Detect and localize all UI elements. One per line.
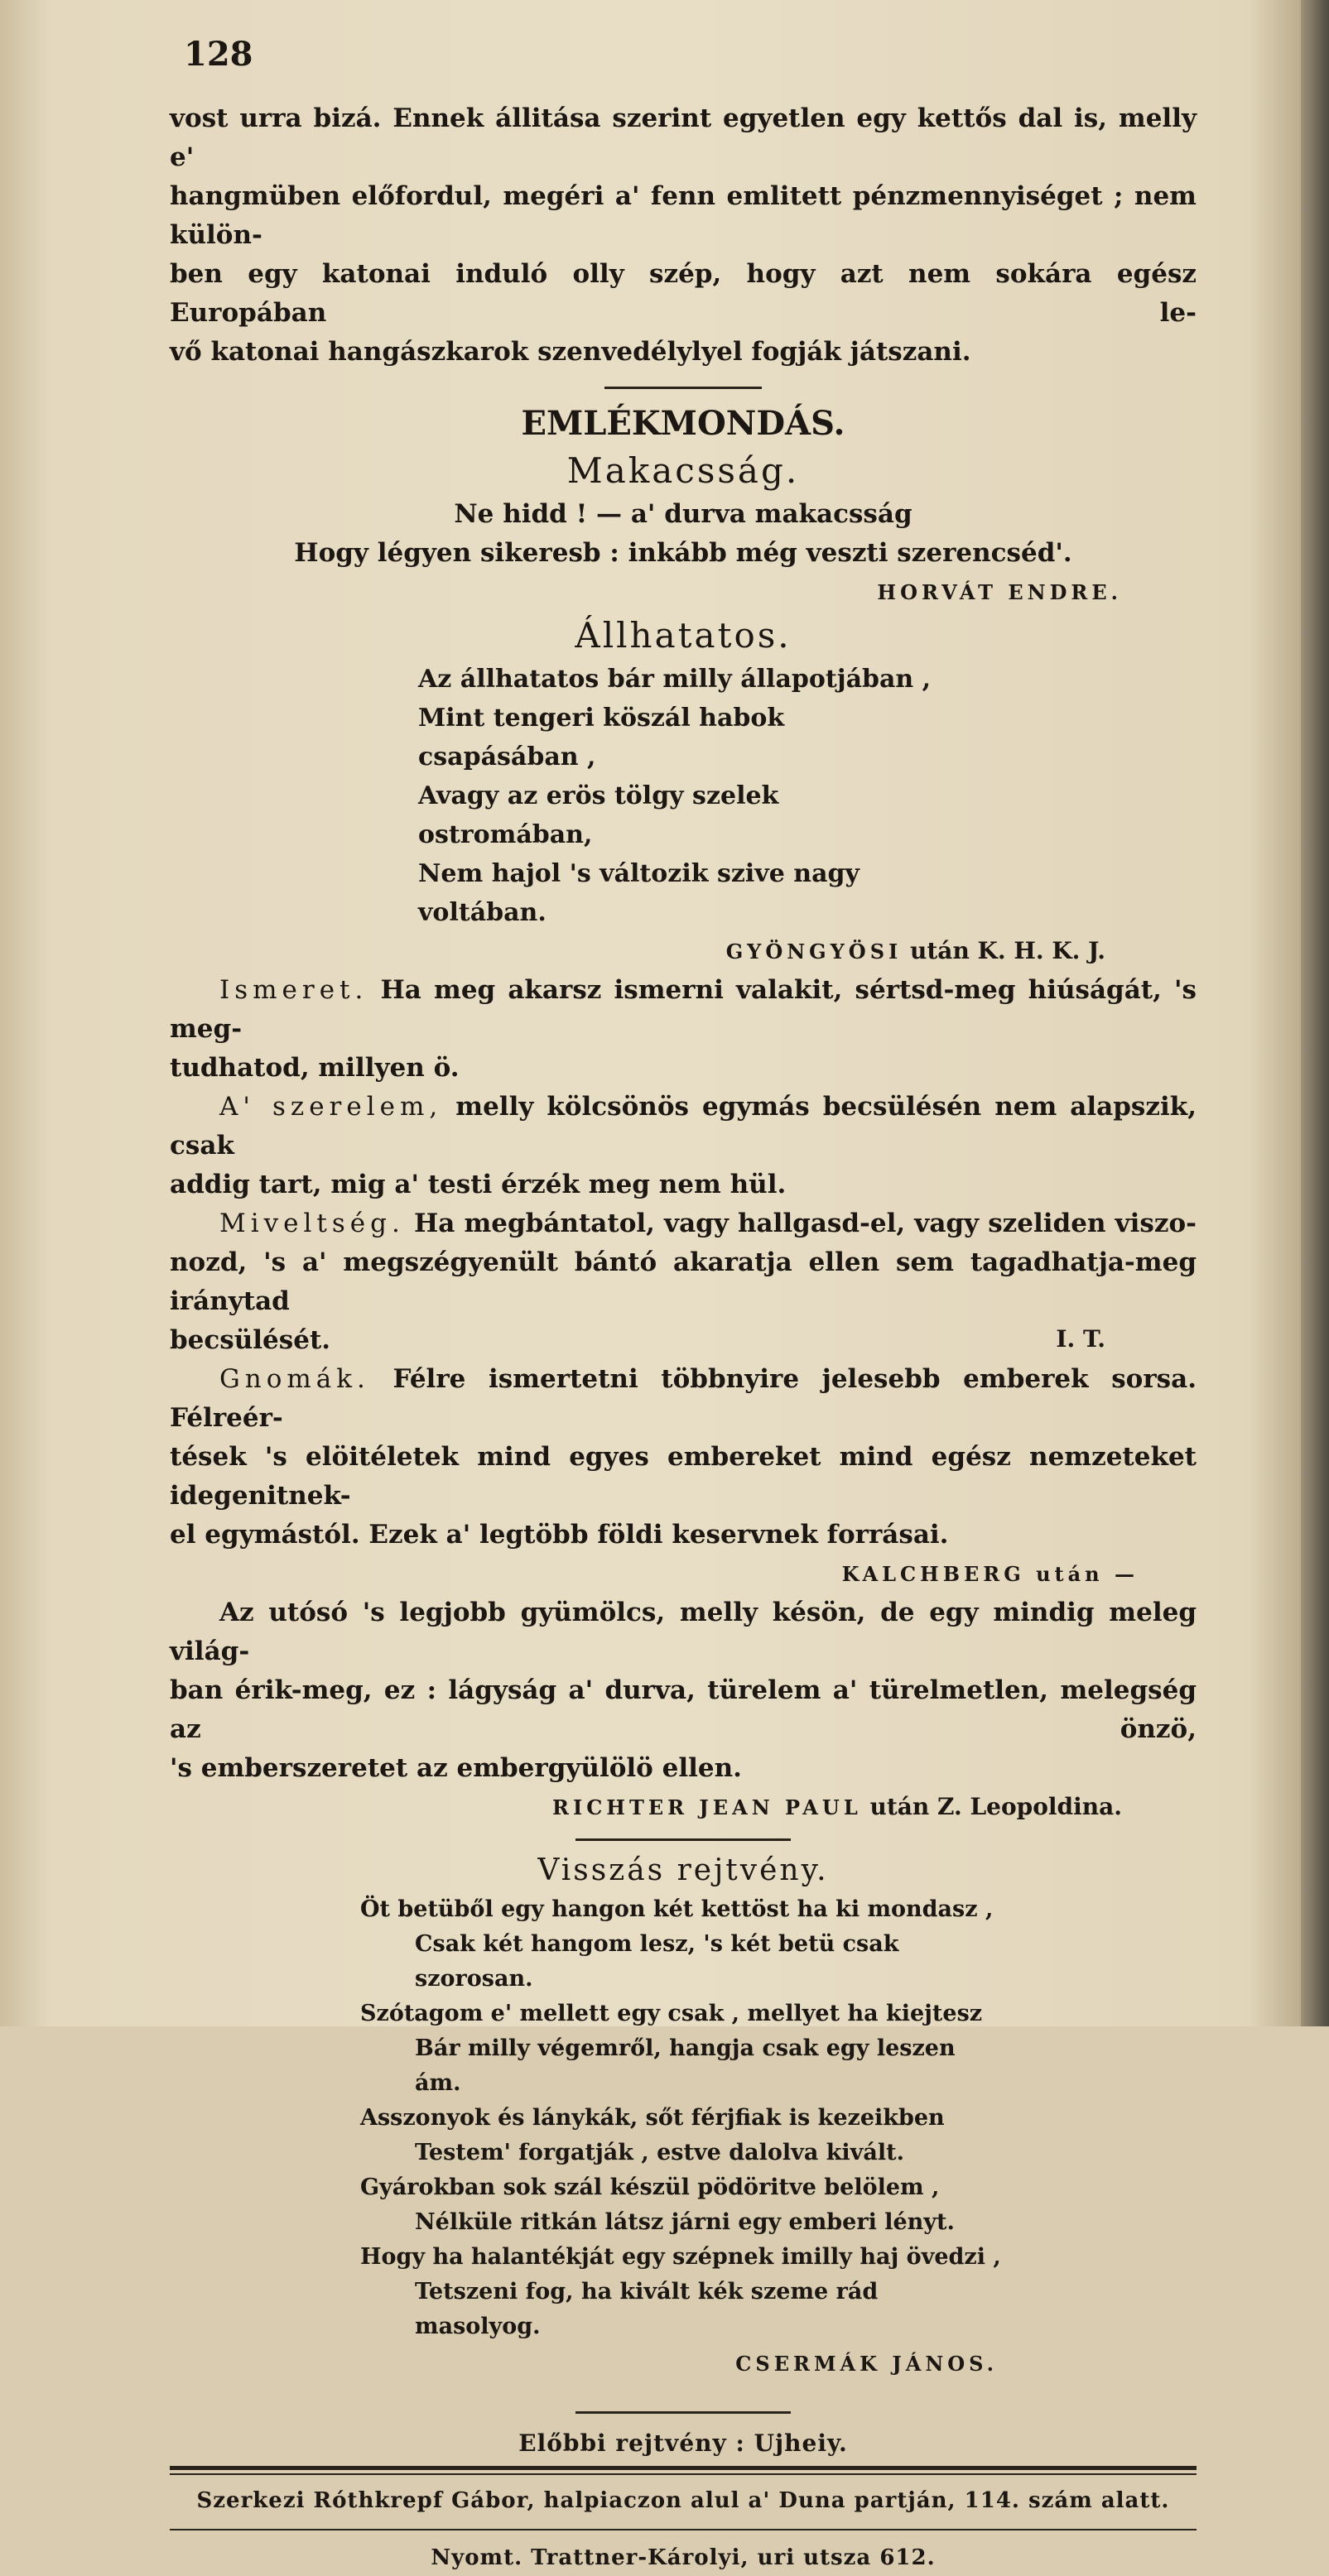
rejtveny-poem <box>360 1892 1006 2344</box>
poem-line: Gyárokban sok szál készül pödöritve belölem , <box>360 2175 940 2200</box>
miveltseg-line <box>170 1204 1197 1243</box>
poem-line: Testem' forgatják , estve dalolva kivált. <box>415 2140 904 2165</box>
allhatatos-title: Állhatatos. <box>575 615 792 656</box>
intro-line: vő katonai hangászkarok szenvedélylyel fogják játszani. <box>170 337 971 367</box>
gnomak-text: Félre ismertetni többnyire jelesebb emberek sorsa. Félreér- <box>170 1364 1197 1433</box>
gnomak-line <box>170 1360 1197 1438</box>
szerelem-text: melly kölcsönös egymás becsülésén nem alapszik, csak <box>170 1092 1197 1161</box>
miveltseg-lead: Miveltség. <box>219 1209 405 1238</box>
gnomak-line: el egymástól. Ezek a' legtöbb földi keservnek forrásai. <box>170 1520 949 1550</box>
poem-line: Nélküle ritkán látsz járni egy emberi lényt. <box>415 2209 955 2235</box>
szerelem-line: addig tart, mig a' testi érzék meg nem hül. <box>170 1170 787 1199</box>
gnomak-para2-line: 's emberszeretet az embergyülölö ellen. <box>170 1753 742 1783</box>
miveltseg-text: becsülését. <box>170 1325 331 1355</box>
intro-line: hangmüben előfordul, megéri a' fenn emlitett pénzmennyiséget ; nem külön- <box>170 181 1197 250</box>
gnomak-lead: Gnomák. <box>219 1364 370 1394</box>
section-divider <box>604 387 762 389</box>
poem-line: Nem hajol 's változik szive nagy voltában. <box>418 859 860 927</box>
signature-text: CSERMÁK JÁNOS. <box>735 2352 998 2376</box>
signature-rest: után Z. Leopoldina. <box>869 1793 1122 1820</box>
makacssag-signature <box>170 573 1197 612</box>
section-divider <box>575 1838 791 1841</box>
poem-line: Asszonyok és lánykák, sőt férjfiak is kezeikben <box>360 2105 945 2131</box>
richter-signature <box>170 1788 1197 1827</box>
previous-answer: Előbbi rejtvény : Ujheiy. <box>518 2429 848 2457</box>
poem-line: Hogy ha halantékját egy szépnek imilly haj övedzi , <box>360 2244 1001 2270</box>
miveltseg-line <box>170 1321 1197 1360</box>
ismeret-lead: Ismeret. <box>219 975 368 1005</box>
szerelem-line <box>170 1088 1197 1165</box>
poem-line: Bár milly végemről, hangja csak egy leszen ám. <box>415 2035 956 2096</box>
signature-rest: után K. H. K. J. <box>910 937 1105 964</box>
page-edge-shadow <box>1301 0 1329 2026</box>
ismeret-line: tudhatod, millyen ö. <box>170 1053 460 1083</box>
poem-line: Mint tengeri köszál habok csapásában , <box>418 704 785 771</box>
szerelem-lead: A' szerelem, <box>219 1092 443 1122</box>
poem-line: Tetszeni fog, ha kivált kék szeme rád masolyog. <box>415 2279 879 2339</box>
signature-name: GYÖNGYÖSI <box>725 940 903 964</box>
footer-divider <box>170 2466 1197 2475</box>
page-content <box>170 99 1197 2576</box>
rejtveny-title: Visszás rejtvény. <box>537 1853 829 1887</box>
ismeret-line <box>170 971 1197 1049</box>
gnomak-signature <box>170 1555 1197 1593</box>
makacssag-title: Makacsság. <box>566 450 800 491</box>
allhatatos-signature <box>170 932 1197 971</box>
page-number: 128 <box>184 35 253 74</box>
rejtveny-signature <box>170 2344 1197 2383</box>
intro-line: ben egy katonai induló olly szép, hogy azt nem sokára egész Europában le- <box>170 259 1197 328</box>
ismeret-text: Ha meg akarsz ismerni valakit, sértsd-meg hiúságát, 's meg- <box>170 975 1197 1044</box>
signature-name: RICHTER JEAN PAUL <box>552 1795 862 1819</box>
intro-line: vost urra bizá. Ennek állitása szerint egyetlen egy kettős dal is, melly e' <box>170 103 1197 172</box>
miveltseg-text: Ha megbántatol, vagy hallgasd-el, vagy szeliden viszo- <box>413 1209 1197 1238</box>
signature-text: HORVÁT ENDRE. <box>877 580 1122 604</box>
makacssag-line: Ne hidd ! — a' durva makacsság <box>454 499 912 529</box>
makacssag-line: Hogy légyen sikeresb : inkább még veszti szerencséd'. <box>294 538 1072 568</box>
poem-line: Avagy az erös tölgy szelek ostromában, <box>418 781 779 849</box>
gnomak-line: tések 's elöitéletek mind egyes embereket mind egész nemzeteket idegenitnek- <box>170 1442 1197 1511</box>
poem-line: Csak két hangom lesz, 's két betü csak szorosan. <box>415 1931 899 1992</box>
poem-line: Szótagom e' mellett egy csak , mellyet ha kiejtesz <box>360 2001 983 2026</box>
poem-line: Öt betüből egy hangon két kettöst ha ki mondasz , <box>360 1896 994 1922</box>
poem-line: Az állhatatos bár milly állapotjában , <box>418 665 932 694</box>
section-divider <box>575 2411 791 2414</box>
footer-printer: Nyomt. Trattner-Károlyi, uri utsza 612. <box>431 2545 936 2570</box>
miveltseg-signature: I. T. <box>1056 1325 1105 1353</box>
gnomak-para2-line: Az utósó 's legjobb gyümölcs, melly késön, de egy mindig meleg világ- <box>170 1598 1197 1666</box>
signature-text: KALCHBERG után — <box>841 1562 1139 1586</box>
section-title: EMLÉKMONDÁS. <box>521 404 845 443</box>
gnomak-para2-line: ban érik-meg, ez : lágyság a' durva, türelem a' türelmetlen, melegség az önzö, <box>170 1675 1197 1744</box>
allhatatos-poem <box>418 660 948 932</box>
miveltseg-line: nozd, 's a' megszégyenült bántó akaratja ellen sem tagadhatja-meg iránytad <box>170 1247 1197 1316</box>
footer-divider <box>170 2529 1197 2530</box>
footer-editor: Szerkezi Róthkrepf Gábor, halpiaczon alul a' Duna partján, 114. szám alatt. <box>196 2488 1170 2513</box>
